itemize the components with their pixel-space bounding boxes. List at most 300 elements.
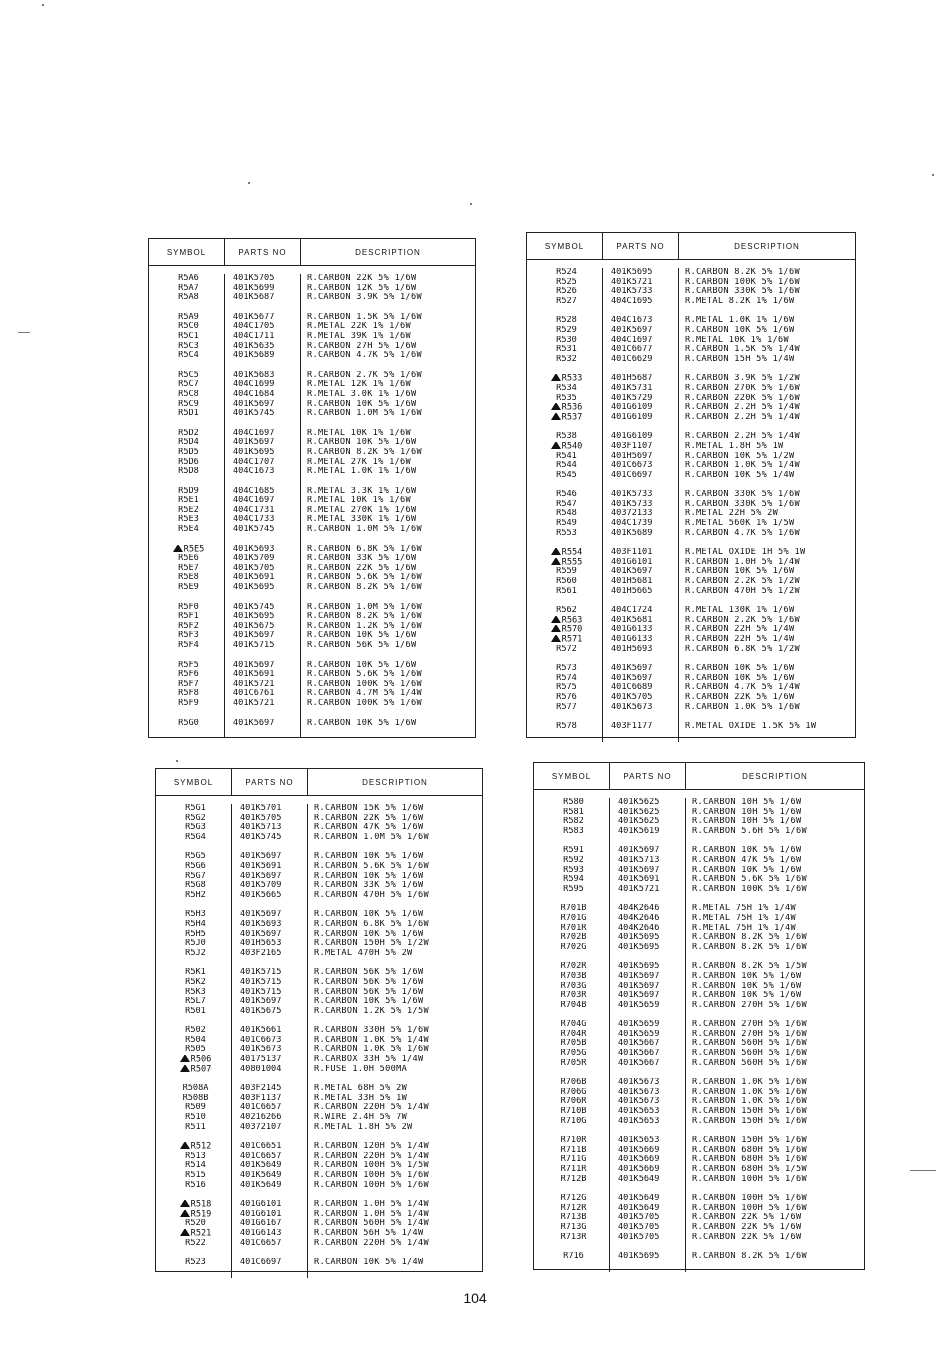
parts-no-cell: 401K5667 bbox=[618, 1058, 660, 1068]
parts-no-column bbox=[225, 274, 301, 738]
parts-no-cell: 401K5733 bbox=[611, 287, 653, 297]
symbol-cell: R5A9 bbox=[178, 312, 199, 322]
parts-no-cell: 401K5649 bbox=[240, 1161, 282, 1171]
description-cell: R.CARBON 1.0K 5% 1/4W bbox=[685, 461, 800, 471]
description-cell: R.CARBON 560H 5% 1/6W bbox=[692, 1049, 807, 1059]
symbol-cell: R5F9 bbox=[178, 698, 199, 708]
parts-no-cell: 404K2646 bbox=[618, 923, 660, 933]
symbol-cell: R548 bbox=[556, 509, 577, 519]
description-cell: R.CARBON 3.9K 5% 1/2W bbox=[685, 374, 800, 384]
parts-no-column bbox=[610, 798, 686, 1272]
parts-no-cell: 401K5745 bbox=[233, 409, 275, 419]
symbol-cell: R5A6 bbox=[178, 274, 199, 283]
parts-no-cell: 404C1695 bbox=[611, 296, 653, 306]
parts-no-cell: 401G6109 bbox=[611, 403, 653, 413]
description-cell: R.CARBON 560H 5% 1/6W bbox=[692, 1058, 807, 1068]
parts-no-cell: 404C1699 bbox=[233, 380, 275, 390]
description-cell: R.CARBON 56K 5% 1/6W bbox=[314, 977, 424, 987]
symbol-cell: R5E2 bbox=[178, 505, 199, 515]
symbol-cell: R594 bbox=[563, 875, 584, 885]
table-body bbox=[534, 790, 864, 1272]
parts-no-cell: 401K5689 bbox=[233, 351, 275, 361]
parts-no-cell: 401K5705 bbox=[618, 1213, 660, 1223]
table-header bbox=[534, 763, 864, 790]
safety-warning-icon bbox=[180, 1200, 190, 1207]
parts-no-cell: 401K5697 bbox=[611, 673, 653, 683]
parts-no-cell: 401K5691 bbox=[233, 573, 275, 583]
symbol-cell: R5C1 bbox=[178, 331, 199, 341]
description-cell: R.CARBON 150H 5% 1/6W bbox=[692, 1116, 807, 1126]
symbol-cell: R5A8 bbox=[178, 293, 199, 303]
symbol-cell: R706R bbox=[560, 1097, 587, 1107]
parts-no-cell: 404C1697 bbox=[233, 496, 275, 506]
symbol-cell: R534 bbox=[556, 383, 577, 393]
parts-no-cell: 401C6761 bbox=[233, 689, 275, 699]
parts-no-cell: 401K5659 bbox=[618, 1000, 660, 1010]
symbol-cell: R5G0 bbox=[178, 718, 199, 728]
description-cell: R.CARBON 5.6K 5% 1/6W bbox=[314, 861, 429, 871]
description-cell: R.CARBON 5.6K 5% 1/6W bbox=[307, 573, 422, 583]
symbol-cell: R5G3 bbox=[185, 823, 206, 833]
parts-no-cell: 401K5697 bbox=[233, 399, 275, 409]
description-cell: R.WIRE 2.4H 5% 7W bbox=[314, 1113, 408, 1123]
description-cell: R.METAL 1.8H 5% 2W bbox=[314, 1122, 413, 1132]
description-cell: R.CARBON 10K 5% 1/6W bbox=[685, 325, 795, 335]
description-cell: R.METAL 68H 5% 2W bbox=[314, 1084, 408, 1094]
parts-no-cell: 401G6133 bbox=[611, 625, 653, 635]
description-cell: R.CARBON 8.2K 5% 1/6W bbox=[692, 933, 807, 943]
symbol-cell: R538 bbox=[556, 432, 577, 442]
parts-no-cell: 401C6657 bbox=[240, 1151, 282, 1161]
symbol-cell: R5D1 bbox=[178, 409, 199, 419]
symbol-cell: R505 bbox=[185, 1045, 206, 1055]
parts-no-cell: 401K5709 bbox=[233, 554, 275, 564]
description-cell: R.CARBON 1.0K 5% 1/4W bbox=[314, 1035, 429, 1045]
symbol-cell: R5G1 bbox=[185, 804, 206, 813]
description-cell: R.CARBON 1.0H 5% 1/4W bbox=[314, 1209, 429, 1219]
description-cell: R.CARBON 10K 5% 1/6W bbox=[314, 997, 424, 1007]
parts-no-cell: 401K5705 bbox=[611, 692, 653, 702]
parts-no-cell: 401C6689 bbox=[611, 683, 653, 693]
parts-no-cell: 404K2646 bbox=[618, 913, 660, 923]
symbol-cell: R710G bbox=[560, 1116, 587, 1126]
parts-no-cell: 401K5689 bbox=[611, 528, 653, 538]
symbol-cell: R559 bbox=[556, 567, 577, 577]
description-cell: R.CARBON 330K 5% 1/6W bbox=[685, 287, 800, 297]
parts-no-cell: 401K5695 bbox=[618, 942, 660, 952]
parts-no-cell: 401K5649 bbox=[240, 1171, 282, 1180]
symbol-cell: R5K1 bbox=[185, 968, 206, 978]
parts-no-cell: 403F1177 bbox=[611, 722, 653, 732]
parts-no-cell: 401K5669 bbox=[618, 1145, 660, 1155]
description-cell: R.CARBON 100K 5% 1/6W bbox=[685, 277, 800, 287]
symbol-cell: R572 bbox=[556, 644, 577, 654]
symbol-cell: R5E9 bbox=[178, 583, 199, 593]
symbol-cell: R502 bbox=[185, 1026, 206, 1036]
parts-no-cell: 401K5653 bbox=[618, 1107, 660, 1117]
symbol-cell: R545 bbox=[556, 470, 577, 480]
symbol-cell: R5E1 bbox=[178, 496, 199, 506]
parts-no-cell: 401H5665 bbox=[611, 586, 653, 596]
description-cell: R.CARBON 220H 5% 1/4W bbox=[314, 1103, 429, 1113]
description-cell: R.METAL 130K 1% 1/6W bbox=[685, 606, 795, 616]
symbol-cell: R703R bbox=[560, 991, 587, 1001]
symbol-cell: R706B bbox=[560, 1078, 587, 1088]
safety-warning-icon bbox=[551, 548, 561, 555]
description-cell: R.CARBON 10K 5% 1/6W bbox=[685, 567, 795, 577]
description-cell: R.CARBON 10K 5% 1/6W bbox=[314, 871, 424, 881]
parts-no-cell: 401K5695 bbox=[618, 933, 660, 943]
parts-no-cell: 401K5673 bbox=[618, 1097, 660, 1107]
parts-no-cell: 401K5693 bbox=[240, 919, 282, 929]
parts-no-cell: 401K5673 bbox=[240, 1045, 282, 1055]
description-cell: R.CARBON 33K 5% 1/6W bbox=[307, 554, 417, 564]
parts-no-cell: 401K5715 bbox=[233, 641, 275, 650]
symbol-header: SYMBOL bbox=[527, 233, 603, 259]
parts-no-cell: 401C6657 bbox=[240, 1238, 282, 1248]
description-header: DESCRIPTION bbox=[734, 241, 800, 251]
parts-no-cell: 404C1697 bbox=[611, 335, 653, 345]
description-cell: R.CARBON 22K 5% 1/6W bbox=[307, 563, 417, 573]
symbol-cell: R710B bbox=[560, 1107, 587, 1117]
symbol-cell: R706G bbox=[560, 1087, 587, 1097]
description-cell: R.CARBON 8.2K 5% 1/6W bbox=[307, 612, 422, 622]
description-cell: R.CARBON 8.2K 5% 1/6W bbox=[307, 583, 422, 593]
description-cell: R.CARBON 10K 5% 1/6W bbox=[692, 846, 802, 856]
description-column bbox=[686, 798, 864, 1272]
symbol-cell: R5E8 bbox=[178, 573, 199, 583]
parts-table-3 bbox=[155, 768, 483, 1272]
symbol-cell: R713R bbox=[560, 1232, 587, 1242]
description-cell: R.METAL 75H 1% 1/4W bbox=[692, 923, 797, 933]
parts-no-cell: 404C1731 bbox=[233, 505, 275, 515]
symbol-column bbox=[527, 268, 603, 742]
description-column bbox=[301, 274, 475, 738]
description-cell: R.CARBON 33K 5% 1/6W bbox=[314, 881, 424, 891]
description-cell: R.CARBON 100H 5% 1/6W bbox=[692, 1203, 807, 1213]
description-cell: R.CARBON 8.2K 5% 1/6W bbox=[685, 268, 800, 277]
symbol-cell: R5D5 bbox=[178, 447, 199, 457]
description-cell: R.CARBON 4.7K 5% 1/6W bbox=[685, 528, 800, 538]
symbol-cell: R5D2 bbox=[178, 428, 199, 438]
symbol-cell: R5C9 bbox=[178, 399, 199, 409]
description-cell: R.CARBON 10K 5% 1/6W bbox=[692, 971, 802, 981]
description-cell: R.CARBON 1.0M 5% 1/6W bbox=[307, 602, 422, 612]
description-cell: R.CARBON 470H 5% 1/6W bbox=[314, 890, 429, 900]
safety-warning-icon bbox=[551, 625, 561, 632]
description-cell: R.CARBON 56K 5% 1/6W bbox=[307, 641, 417, 650]
description-cell: R.CARBON 1.0H 5% 1/4W bbox=[685, 557, 800, 567]
parts-no-header: PARTS NO bbox=[225, 239, 301, 265]
description-cell: R.CARBON 560H 5% 1/4W bbox=[314, 1219, 429, 1229]
safety-warning-icon bbox=[180, 1142, 190, 1149]
description-cell: R.METAL 10K 1% 1/6W bbox=[685, 335, 790, 345]
parts-no-cell: 401K5705 bbox=[618, 1232, 660, 1242]
description-cell: R.METAL 12K 1% 1/6W bbox=[307, 380, 412, 390]
parts-no-cell: 401K5669 bbox=[618, 1155, 660, 1165]
symbol-cell: R563 bbox=[527, 616, 602, 626]
symbol-cell: R701R bbox=[560, 923, 587, 933]
parts-no-cell: 404C1733 bbox=[233, 515, 275, 525]
parts-no-cell: 401K5705 bbox=[233, 563, 275, 573]
parts-no-cell: 401K5721 bbox=[618, 884, 660, 894]
description-cell: R.CARBON 100K 5% 1/6W bbox=[692, 884, 807, 894]
symbol-cell: R595 bbox=[563, 884, 584, 894]
symbol-cell: R5H2 bbox=[185, 890, 206, 900]
symbol-cell: R541 bbox=[556, 451, 577, 461]
symbol-cell: R580 bbox=[563, 798, 584, 807]
description-cell: R.CARBON 270H 5% 1/6W bbox=[692, 1000, 807, 1010]
symbol-cell: R513 bbox=[185, 1151, 206, 1161]
description-cell: R.CARBON 10H 5% 1/6W bbox=[692, 817, 802, 827]
parts-no-cell: 401K5659 bbox=[618, 1029, 660, 1039]
symbol-cell: R713B bbox=[560, 1213, 587, 1223]
parts-no-cell: 404C1739 bbox=[611, 519, 653, 529]
description-cell: R.CARBON 47K 5% 1/6W bbox=[314, 823, 424, 833]
description-cell: R.METAL 330K 1% 1/6W bbox=[307, 515, 417, 525]
description-cell: R.CARBON 680H 5% 1/6W bbox=[692, 1155, 807, 1165]
symbol-cell: R540 bbox=[527, 442, 602, 452]
description-cell: R.CARBON 150H 5% 1/2W bbox=[314, 939, 429, 949]
parts-no-cell: 401K5649 bbox=[618, 1203, 660, 1213]
parts-no-cell: 401C6629 bbox=[611, 354, 653, 364]
symbol-cell: R5E7 bbox=[178, 563, 199, 573]
symbol-cell: R5F5 bbox=[178, 660, 199, 670]
description-cell: R.METAL 10K 1% 1/6W bbox=[307, 428, 412, 438]
parts-no-cell: 401K5697 bbox=[618, 991, 660, 1001]
description-cell: R.CARBON 100K 5% 1/6W bbox=[307, 679, 422, 689]
parts-no-cell: 401G6133 bbox=[611, 635, 653, 644]
description-cell: R.CARBON 22K 5% 1/6W bbox=[692, 1213, 802, 1223]
symbol-cell: R5C5 bbox=[178, 370, 199, 380]
parts-no-cell: 403F1137 bbox=[240, 1093, 282, 1103]
description-cell: R.CARBON 1.5K 5% 1/6W bbox=[307, 312, 422, 322]
description-cell: R.CARBON 560H 5% 1/6W bbox=[692, 1039, 807, 1049]
parts-no-cell: 401K5697 bbox=[233, 660, 275, 670]
description-cell: R.CARBON 56H 5% 1/4W bbox=[314, 1228, 424, 1238]
description-cell: R.CARBON 1.2K 5% 1/5W bbox=[314, 1006, 429, 1016]
symbol-cell: R701G bbox=[560, 913, 587, 923]
symbol-cell: R5G5 bbox=[185, 852, 206, 862]
description-cell: R.CARBON 1.0K 5% 1/6W bbox=[692, 1087, 807, 1097]
symbol-cell: R5L7 bbox=[185, 997, 206, 1007]
description-header: DESCRIPTION bbox=[362, 777, 428, 787]
parts-no-cell: 401K5695 bbox=[233, 612, 275, 622]
parts-no-cell: 401K5715 bbox=[240, 977, 282, 987]
symbol-cell: R5E6 bbox=[178, 554, 199, 564]
description-cell: R.CARBON 22K 5% 1/6W bbox=[692, 1222, 802, 1232]
parts-no-cell: 403F2165 bbox=[240, 948, 282, 958]
parts-no-cell: 401H5653 bbox=[240, 939, 282, 949]
symbol-cell: R582 bbox=[563, 817, 584, 827]
parts-no-cell: 401K5625 bbox=[618, 798, 660, 807]
description-cell: R.CARBON 1.5K 5% 1/4W bbox=[685, 345, 800, 355]
description-column bbox=[679, 268, 855, 742]
symbol-cell: R506 bbox=[156, 1055, 231, 1065]
parts-no-cell: 401K5705 bbox=[618, 1222, 660, 1232]
parts-no-cell: 401K5649 bbox=[618, 1194, 660, 1204]
description-cell: R.CARBON 100H 5% 1/6W bbox=[314, 1180, 429, 1190]
symbol-cell: R5C3 bbox=[178, 341, 199, 351]
parts-no-cell: 404C1697 bbox=[233, 428, 275, 438]
description-cell: R.CARBON 1.0K 5% 1/6W bbox=[685, 702, 800, 712]
symbol-header: SYMBOL bbox=[534, 763, 610, 789]
symbol-cell: R704B bbox=[560, 1000, 587, 1010]
parts-no-cell: 401K5701 bbox=[240, 804, 282, 813]
parts-no-cell: 401G6101 bbox=[611, 557, 653, 567]
parts-no-cell: 401K5653 bbox=[618, 1136, 660, 1146]
description-cell: R.CARBON 10K 5% 1/6W bbox=[314, 910, 424, 920]
parts-no-cell: 401K5697 bbox=[618, 846, 660, 856]
symbol-cell: R525 bbox=[556, 277, 577, 287]
parts-no-cell: 401H5687 bbox=[611, 374, 653, 384]
parts-no-cell: 40372133 bbox=[611, 509, 653, 519]
parts-no-cell: 401K5697 bbox=[618, 971, 660, 981]
symbol-cell: R5F1 bbox=[178, 612, 199, 622]
parts-no-cell: 401K5715 bbox=[240, 987, 282, 997]
description-cell: R.CARBON 330H 5% 1/6W bbox=[314, 1026, 429, 1036]
table-header bbox=[156, 769, 482, 796]
symbol-cell: R530 bbox=[556, 335, 577, 345]
symbol-cell: R702R bbox=[560, 962, 587, 972]
symbol-column bbox=[534, 798, 610, 1272]
symbol-cell: R546 bbox=[556, 490, 577, 500]
description-cell: R.METAL 270K 1% 1/6W bbox=[307, 505, 417, 515]
symbol-cell: R711B bbox=[560, 1145, 587, 1155]
parts-no-cell: 401K5697 bbox=[233, 438, 275, 448]
table-header bbox=[149, 239, 475, 266]
symbol-cell: R555 bbox=[527, 558, 602, 568]
symbol-cell: R571 bbox=[527, 635, 602, 645]
parts-no-cell: 401K5713 bbox=[240, 823, 282, 833]
description-cell: R.CARBON 10K 5% 1/6W bbox=[685, 673, 795, 683]
description-cell: R.CARBON 1.0K 5% 1/6W bbox=[314, 1045, 429, 1055]
parts-no-cell: 401K5697 bbox=[233, 631, 275, 641]
description-cell: R.METAL OXIDE 1H 5% 1W bbox=[685, 548, 806, 558]
parts-no-cell: 401K5667 bbox=[618, 1039, 660, 1049]
description-cell: R.CARBON 100H 5% 1/5W bbox=[314, 1161, 429, 1171]
symbol-cell: R5F7 bbox=[178, 679, 199, 689]
description-cell: R.CARBON 10K 5% 1/6W bbox=[314, 852, 424, 862]
description-cell: R.CARBON 10K 5% 1/6W bbox=[692, 981, 802, 991]
symbol-header: SYMBOL bbox=[156, 769, 232, 795]
description-cell: R.CARBON 2.2H 5% 1/4W bbox=[685, 432, 800, 442]
parts-no-cell: 401K5697 bbox=[611, 664, 653, 674]
parts-no-cell: 401H5693 bbox=[611, 644, 653, 654]
parts-no-cell: 401K5697 bbox=[233, 718, 275, 728]
parts-no-cell: 401K5661 bbox=[240, 1026, 282, 1036]
symbol-cell: R5C8 bbox=[178, 389, 199, 399]
symbol-cell: R504 bbox=[185, 1035, 206, 1045]
symbol-cell: R508A bbox=[182, 1084, 209, 1094]
symbol-cell: R705G bbox=[560, 1049, 587, 1059]
page-number: 104 bbox=[463, 1290, 487, 1306]
parts-no-cell: 401K5695 bbox=[233, 583, 275, 593]
symbol-cell: R5J2 bbox=[185, 948, 206, 958]
parts-no-cell: 401K5675 bbox=[233, 621, 275, 631]
symbol-cell: R547 bbox=[556, 499, 577, 509]
parts-no-cell: 40216266 bbox=[240, 1113, 282, 1123]
symbol-column bbox=[149, 274, 225, 738]
symbol-cell: R527 bbox=[556, 296, 577, 306]
parts-no-cell: 401K5709 bbox=[240, 881, 282, 891]
description-cell: R.CARBON 3.9K 5% 1/6W bbox=[307, 293, 422, 303]
description-cell: R.CARBON 270K 5% 1/6W bbox=[685, 383, 800, 393]
description-cell: R.CARBON 5.6K 5% 1/6W bbox=[692, 875, 807, 885]
symbol-cell: R523 bbox=[185, 1258, 206, 1268]
parts-no-cell: 401K5681 bbox=[611, 615, 653, 625]
parts-no-cell: 401K5697 bbox=[240, 910, 282, 920]
parts-no-cell: 401K5699 bbox=[233, 283, 275, 293]
parts-no-cell: 404C1705 bbox=[233, 322, 275, 332]
parts-no-cell: 401K5697 bbox=[240, 852, 282, 862]
description-cell: R.CARBON 4.7K 5% 1/4W bbox=[685, 683, 800, 693]
description-cell: R.CARBON 12K 5% 1/6W bbox=[307, 283, 417, 293]
symbol-cell: R515 bbox=[185, 1171, 206, 1180]
description-cell: R.METAL 27K 1% 1/6W bbox=[307, 457, 412, 467]
parts-no-cell: 401K5675 bbox=[240, 1006, 282, 1016]
description-cell: R.CARBON 56K 5% 1/6W bbox=[314, 968, 424, 978]
description-cell: R.CARBON 10H 5% 1/6W bbox=[692, 807, 802, 817]
parts-no-cell: 403F1107 bbox=[611, 441, 653, 451]
symbol-cell: R5D8 bbox=[178, 467, 199, 477]
description-header: DESCRIPTION bbox=[742, 771, 808, 781]
description-cell: R.METAL 75H 1% 1/4W bbox=[692, 913, 797, 923]
description-cell: R.CARBON 10K 5% 1/6W bbox=[307, 718, 417, 728]
symbol-cell: R533 bbox=[527, 374, 602, 384]
symbol-cell: R704G bbox=[560, 1020, 587, 1030]
parts-no-cell: 40175137 bbox=[240, 1055, 282, 1065]
parts-no-cell: 404C1673 bbox=[233, 467, 275, 477]
parts-no-cell: 401G6167 bbox=[240, 1219, 282, 1229]
symbol-cell: R511 bbox=[185, 1122, 206, 1132]
parts-no-cell: 401C6697 bbox=[240, 1258, 282, 1268]
safety-warning-icon bbox=[551, 374, 561, 381]
symbol-cell: R578 bbox=[556, 722, 577, 732]
parts-no-cell: 401K5695 bbox=[618, 1252, 660, 1262]
symbol-cell: R501 bbox=[185, 1006, 206, 1016]
parts-no-cell: 404C1673 bbox=[611, 316, 653, 326]
description-cell: R.METAL 8.2K 1% 1/6W bbox=[685, 296, 795, 306]
symbol-cell: R5G2 bbox=[185, 813, 206, 823]
parts-no-column bbox=[603, 268, 679, 742]
symbol-cell: R512 bbox=[156, 1142, 231, 1152]
parts-no-header: PARTS NO bbox=[610, 763, 686, 789]
symbol-cell: R5D9 bbox=[178, 486, 199, 496]
description-cell: R.METAL 1.0K 1% 1/6W bbox=[307, 467, 417, 477]
symbol-cell: R516 bbox=[185, 1180, 206, 1190]
symbol-cell: R529 bbox=[556, 325, 577, 335]
parts-table-1 bbox=[148, 238, 476, 738]
description-cell: R.CARBON 1.0K 5% 1/6W bbox=[692, 1097, 807, 1107]
description-cell: R.CARBON 100H 5% 1/6W bbox=[314, 1171, 429, 1180]
description-cell: R.CARBON 1.0M 5% 1/6W bbox=[307, 409, 422, 419]
parts-no-cell: 403F2145 bbox=[240, 1084, 282, 1094]
description-cell: R.CARBON 2.2K 5% 1/2W bbox=[685, 577, 800, 587]
symbol-cell: R537 bbox=[527, 413, 602, 423]
symbol-cell: R5G6 bbox=[185, 861, 206, 871]
parts-no-cell: 401C6697 bbox=[611, 470, 653, 480]
safety-warning-icon bbox=[551, 558, 561, 565]
symbol-cell: R703G bbox=[560, 981, 587, 991]
parts-no-cell: 401K5745 bbox=[240, 832, 282, 842]
symbol-cell: R703B bbox=[560, 971, 587, 981]
symbol-cell: R704R bbox=[560, 1029, 587, 1039]
symbol-cell: R507 bbox=[156, 1065, 231, 1075]
symbol-cell: R705B bbox=[560, 1039, 587, 1049]
safety-warning-icon bbox=[180, 1055, 190, 1062]
description-cell: R.CARBON 220H 5% 1/4W bbox=[314, 1151, 429, 1161]
